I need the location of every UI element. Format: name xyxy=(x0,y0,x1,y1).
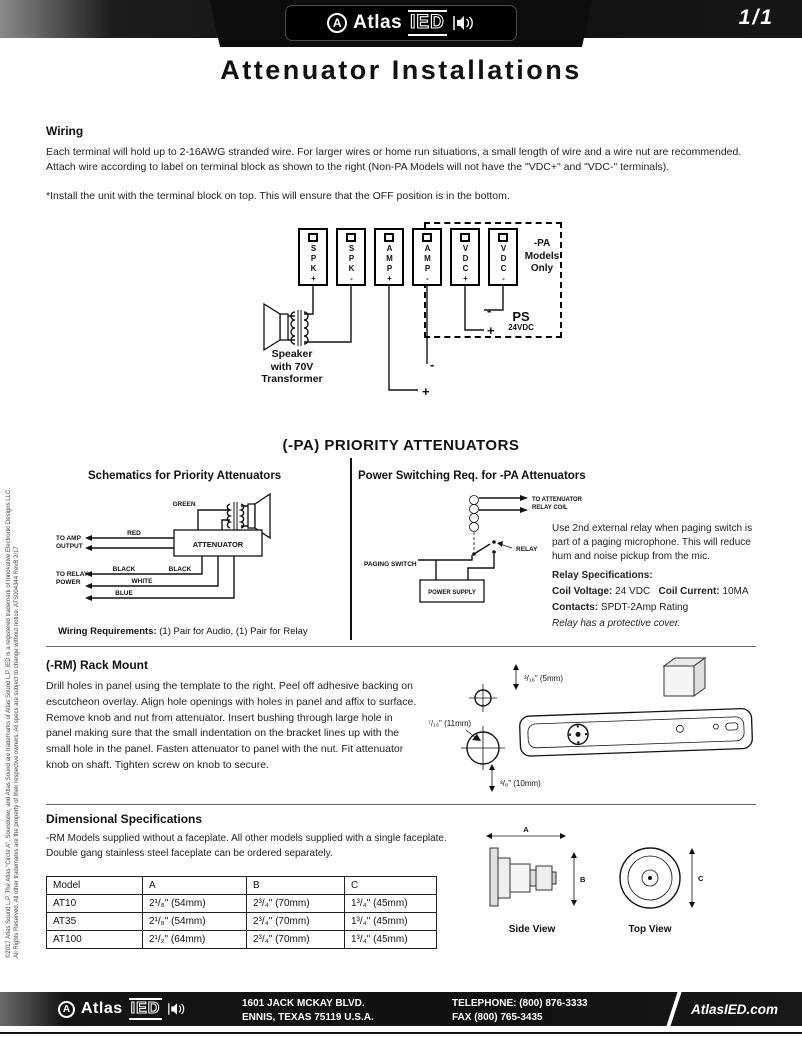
dim-a-label: A xyxy=(523,825,529,834)
to-relay-power-label: TO RELAY xyxy=(56,571,89,578)
attenuator-body-3d xyxy=(664,658,705,696)
speaker-70v-label xyxy=(244,348,340,386)
terminal-screw-icon xyxy=(346,233,356,242)
col-header-a: A xyxy=(143,877,247,895)
logo-atlas-text: Atlas xyxy=(353,12,403,33)
section-divider xyxy=(46,646,756,647)
dimensional-specs-paragraph: -RM Models supplied without a faceplate. All other models supplied with a single faceplate. Double gang stainless steel faceplate can be ordered separately. xyxy=(46,833,447,859)
fax-line: FAX (800) 765-3435 xyxy=(452,1012,543,1023)
schematics-heading: Schematics for Priority Attenuators xyxy=(88,470,282,482)
table-header-row xyxy=(47,877,437,895)
coil-leads xyxy=(479,498,520,510)
terminal-label: SPK+ xyxy=(309,244,318,284)
contacts-line xyxy=(552,601,764,615)
power-supply-label: POWER SUPPLY xyxy=(428,590,476,596)
green-wire-label: GREEN xyxy=(172,501,196,508)
vdc-minus-label: - xyxy=(487,303,492,318)
rack-mount-heading: (-RM) Rack Mount xyxy=(46,658,148,672)
coil-specs-line xyxy=(552,585,764,599)
amp-plus-label: + xyxy=(422,384,430,399)
speaker-label-line: Transformer xyxy=(261,373,323,386)
wiring-paragraph-1: Each terminal will hold up to 2-16AWG stranded wire. For larger wires or home run situations, a small length of wire and a wire nut are recommended. Attach wire according to label on terminal block as shown to the right (Non-PA Models will not have the "VDC+" and "VDC-" terminals). xyxy=(46,146,742,174)
relay-specs-heading: Relay Specifications: xyxy=(552,570,653,582)
address-line-2: ENNIS, TEXAS 75119 U.S.A. xyxy=(242,1012,374,1023)
table-row xyxy=(47,895,437,913)
terminal-spk-plus xyxy=(298,228,328,286)
to-relay-power-label2: POWER xyxy=(56,579,81,586)
terminal-screw-icon xyxy=(384,233,394,242)
col-header-model: Model xyxy=(47,877,143,895)
vdc-plus-label: + xyxy=(487,323,495,338)
cell-b: 2³/₄" (70mm) xyxy=(247,931,345,949)
circle-a-icon: A xyxy=(58,1001,75,1018)
paging-wires xyxy=(418,554,494,580)
relay-spec-block xyxy=(552,522,764,633)
cell-b: 2³/₄" (70mm) xyxy=(247,913,345,931)
dim-b-label: B xyxy=(580,875,586,884)
black-wire-label2: BLACK xyxy=(168,566,192,573)
table-row xyxy=(47,931,437,949)
logo-atlas-text: Atlas xyxy=(81,1000,123,1017)
cell-c: 1³/₄" (45mm) xyxy=(345,895,437,913)
to-amp-output-label2: OUTPUT xyxy=(56,543,83,550)
rack-mount-paragraph: Drill holes in panel using the template to the right. Peel off adhesive backing on escutcheon overlay. Align hole openings with holes in panel and affix to surface. Remove knob and nut from attenuator. Insert bushing through large hole in panel making sure that the small indentation on the bracket lines up with the small hole in the panel. Fasten attenuator to panel with the nut. Fit attenuator knob on shaft. Tighten screw on knob to secure. xyxy=(46,680,417,771)
red-wire-label: RED xyxy=(127,530,141,537)
side-view-label: Side View xyxy=(508,924,556,935)
speaker-label-line: Speaker xyxy=(271,348,313,360)
large-hole-dimension: ⁷/₁₆" (11mm) xyxy=(428,719,472,728)
speaker-symbol xyxy=(264,304,288,350)
contacts-value: SPDT-2Amp Rating xyxy=(600,601,689,613)
to-amp-output-label: TO AMP xyxy=(56,535,81,542)
terminal-amp-minus xyxy=(412,228,442,286)
cell-model: AT35 xyxy=(47,913,143,931)
priority-attenuator-schematic xyxy=(52,486,352,636)
relay-coil-label: RELAY COIL xyxy=(532,505,568,511)
logo-ied-text: IED xyxy=(129,998,163,1020)
amp-minus-label: - xyxy=(430,357,435,372)
black-wire-label: BLACK xyxy=(112,566,136,573)
arrowhead xyxy=(513,684,519,690)
cell-a: 2¹/₂" (64mm) xyxy=(143,931,247,949)
terminal-screw-icon xyxy=(460,233,470,242)
relay-coil-symbol xyxy=(470,496,479,532)
terminal-amp-plus xyxy=(374,228,404,286)
top-view-label: Top View xyxy=(628,924,672,935)
col-header-b: B xyxy=(247,877,345,895)
arrowhead xyxy=(85,583,92,589)
terminal-screw-icon xyxy=(498,233,508,242)
copyright-line1: ©2017 Atlas Sound L.P. The Atlas "Circle A", Soundolier, and Atlas Sound are trademarks of Atlas Sound L.P. IED is a registered trademark of Innovative Electronic Designs LLC. xyxy=(6,488,12,958)
cell-model: AT10 xyxy=(47,895,143,913)
arrowhead xyxy=(489,786,495,792)
copyright-line2: All Rights Reserved. All other trademarks are the property of their respective owners. All specs are subject to change without notice. ATS004344 RevB 2/17 xyxy=(13,546,20,958)
side-top-view-drawing xyxy=(474,822,730,938)
external-relay-note: Use 2nd external relay when paging switch is part of a paging microphone. This will reduce hum and noise pickup from the mic. xyxy=(552,523,753,562)
arrowhead xyxy=(520,495,528,501)
logo-ied-text: IED xyxy=(408,10,447,36)
pa-section-heading: (-PA) PRIORITY ATTENUATORS xyxy=(282,437,520,454)
terminal-label: AMP- xyxy=(423,244,432,284)
arrowhead xyxy=(85,595,92,601)
ps-voltage-text: 24VDC xyxy=(508,323,534,332)
page-number: 1/1 xyxy=(738,6,774,29)
mounting-bracket xyxy=(519,708,752,756)
coil-current-value: 10MA xyxy=(722,586,749,598)
footer-phone xyxy=(452,997,588,1025)
wiring-requirements-value: (1) Pair for Audio, (1) Pair for Relay xyxy=(159,626,308,637)
cell-a: 2¹/₈" (54mm) xyxy=(143,895,247,913)
speaker-waves-icon xyxy=(453,15,475,31)
cell-c: 1³/₄" (45mm) xyxy=(345,913,437,931)
power-supply-label xyxy=(498,310,544,333)
speaker-wires xyxy=(288,286,351,346)
terminal-screw-icon xyxy=(422,233,432,242)
cell-b: 2³/₄" (70mm) xyxy=(247,895,345,913)
small-hole-dimension: ³/₁₆" (5mm) xyxy=(524,674,563,683)
footer-address xyxy=(242,997,374,1025)
coil-voltage-label: Coil Voltage: xyxy=(552,586,613,598)
terminal-label: VDC- xyxy=(499,244,508,284)
arrowhead xyxy=(497,541,503,547)
terminal-label: SPK- xyxy=(347,244,356,284)
bottom-hole-dimension: ³/₈" (10mm) xyxy=(500,779,541,788)
arrowhead xyxy=(513,664,519,670)
dim-c-label: C xyxy=(698,874,704,883)
relay-label: RELAY xyxy=(516,546,538,553)
section-divider xyxy=(46,804,756,805)
protective-cover-note: Relay has a protective cover. xyxy=(552,617,681,629)
attenuator-label: ATTENUATOR xyxy=(192,540,244,549)
telephone-line: TELEPHONE: (800) 876-3333 xyxy=(452,998,588,1009)
switch-symbol xyxy=(472,540,496,556)
blue-wire-label: BLUE xyxy=(115,590,133,597)
arrowhead xyxy=(489,764,495,770)
top-view-drawing xyxy=(620,848,704,935)
terminal-spk-minus xyxy=(336,228,366,286)
arrowhead xyxy=(85,535,92,541)
bottom-rule xyxy=(0,1032,802,1034)
contacts-label: Contacts: xyxy=(552,601,599,613)
arrowhead xyxy=(520,507,528,513)
wiring-requirements xyxy=(58,626,308,637)
power-switching-heading: Power Switching Req. for -PA Attenuators xyxy=(358,470,586,482)
large-drill-hole xyxy=(461,726,505,770)
pa-models-only-label: -PA Models Only xyxy=(524,238,560,274)
wiring-requirements-label: Wiring Requirements: xyxy=(58,626,157,637)
footer-atlasied-logo xyxy=(58,998,186,1020)
terminal-label: VDC+ xyxy=(461,244,470,284)
dimensional-specs-heading: Dimensional Specifications xyxy=(46,812,203,826)
amp-wires xyxy=(389,286,427,390)
to-attenuator-label: TO ATTENUATOR xyxy=(532,497,582,503)
side-view-drawing xyxy=(486,825,586,935)
cell-c: 1³/₄" (45mm) xyxy=(345,931,437,949)
col-header-c: C xyxy=(345,877,437,895)
arrowhead xyxy=(85,545,92,551)
cell-model: AT100 xyxy=(47,931,143,949)
terminal-screw-icon xyxy=(308,233,318,242)
terminal-vdc-plus xyxy=(450,228,480,286)
terminal-vdc-minus xyxy=(488,228,518,286)
wiring-heading: Wiring xyxy=(46,124,84,138)
coil-current-label: Coil Current: xyxy=(658,586,720,598)
terminal-block-diagram xyxy=(238,226,578,414)
speaker-label-line: with 70V xyxy=(270,360,314,373)
cell-a: 2¹/₈" (54mm) xyxy=(143,913,247,931)
small-drill-hole xyxy=(469,684,497,712)
ps-text: PS xyxy=(512,309,530,324)
wiring-paragraph-2: *Install the unit with the terminal block on top. This will ensure that the OFF position is in the bottom. xyxy=(46,190,510,202)
footer-website-link[interactable]: AtlasIED.com xyxy=(690,1002,778,1017)
page-title: Attenuator Installations xyxy=(220,55,582,85)
table-row xyxy=(47,913,437,931)
address-line-1: 1601 JACK MCKAY BLVD. xyxy=(242,998,365,1009)
paging-switch-label: PAGING SWITCH xyxy=(364,561,417,568)
white-wire-label: WHITE xyxy=(131,578,153,585)
circle-a-icon: A xyxy=(327,13,347,33)
atlasied-logo xyxy=(285,5,517,41)
speaker-waves-icon xyxy=(168,1002,186,1016)
rack-mount-template-drawing xyxy=(426,656,778,802)
coil-voltage-value: 24 VDC xyxy=(615,586,651,598)
terminal-label: AMP+ xyxy=(385,244,394,284)
dimensions-table xyxy=(46,876,437,949)
